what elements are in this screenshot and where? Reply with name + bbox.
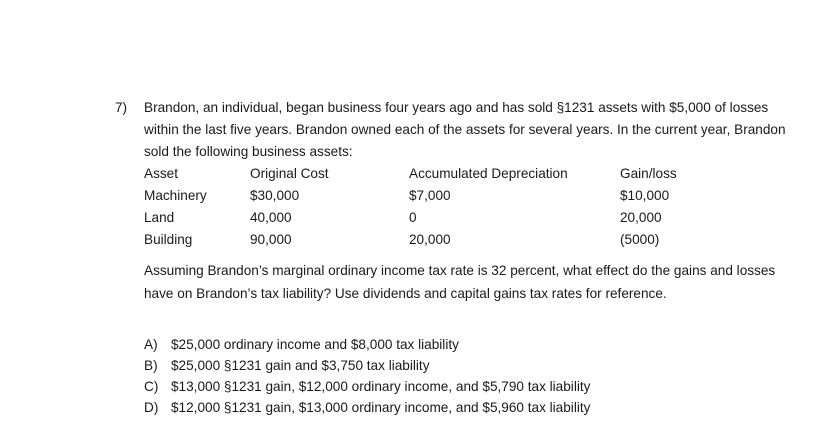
- cell-asset: Machinery: [144, 188, 207, 203]
- header-accumulated-depreciation: Accumulated Depreciation: [409, 166, 568, 181]
- question-stem: Assuming Brandon’s marginal ordinary income tax rate is 32 percent, what effect do the gains and losses have on Brandon’s tax liability? Use dividends and capital gains tax rates for reference.: [144, 263, 776, 301]
- option-letter: A): [144, 337, 158, 352]
- header-gain-loss: Gain/loss: [620, 166, 677, 181]
- option-text: $13,000 §1231 gain, $12,000 ordinary income, and $5,790 tax liability: [171, 379, 591, 394]
- cell-asset: Building: [144, 232, 193, 247]
- option-letter: D): [144, 400, 159, 415]
- option-text: $12,000 §1231 gain, $13,000 ordinary income, and $5,960 tax liability: [171, 400, 591, 415]
- cell-asset: Land: [144, 210, 175, 225]
- header-asset: Asset: [144, 166, 178, 181]
- cell-accumulated-depreciation: $7,000: [409, 188, 451, 203]
- option-text: $25,000 §1231 gain and $3,750 tax liability: [171, 358, 430, 373]
- cell-accumulated-depreciation: 0: [409, 210, 417, 225]
- header-original-cost: Original Cost: [250, 166, 329, 181]
- question-intro: Brandon, an individual, began business four years ago and has sold §1231 assets with $5,000 of losses within the last five years. Brandon owned each of the assets for several years. In the current year, Brandon sold the following business assets:: [144, 100, 786, 159]
- option-letter: B): [144, 358, 158, 373]
- cell-gain-loss: $10,000: [620, 188, 670, 203]
- question-number: 7): [115, 100, 128, 115]
- cell-accumulated-depreciation: 20,000: [409, 232, 451, 247]
- cell-original-cost: 40,000: [250, 210, 292, 225]
- option-letter: C): [144, 379, 159, 394]
- cell-gain-loss: (5000): [620, 232, 660, 247]
- cell-gain-loss: 20,000: [620, 210, 662, 225]
- cell-original-cost: $30,000: [250, 188, 300, 203]
- cell-original-cost: 90,000: [250, 232, 292, 247]
- option-text: $25,000 ordinary income and $8,000 tax liability: [171, 337, 459, 352]
